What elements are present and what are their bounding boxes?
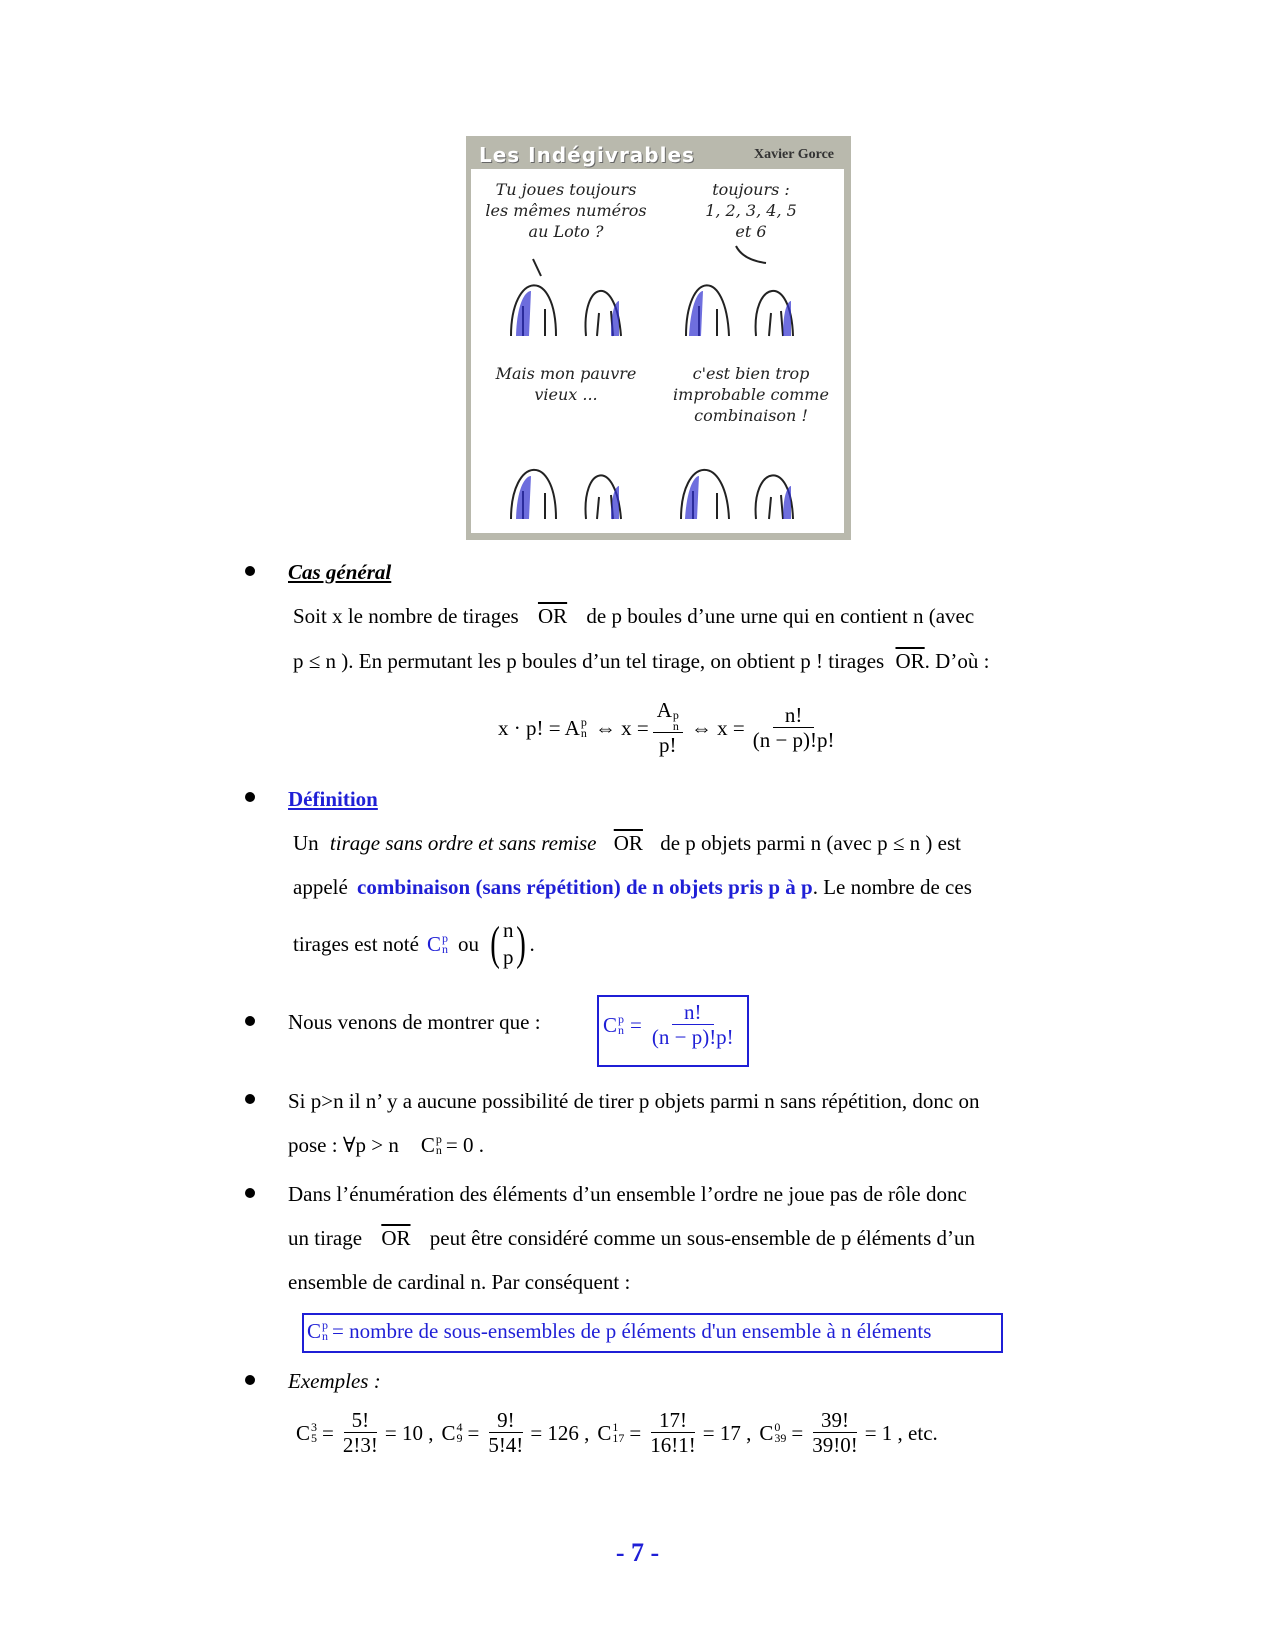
paragraph-line [288, 1225, 975, 1251]
sup: p [580, 714, 587, 729]
numerator: n! [773, 703, 815, 728]
sub: 39 [774, 1430, 787, 1445]
denominator: p! [659, 733, 677, 757]
text-span: . D’où : [924, 649, 990, 673]
c-symbol: C [296, 1420, 311, 1445]
result: = 17 , [702, 1420, 752, 1445]
c-symbol: C [420, 1133, 435, 1157]
numerator [653, 698, 683, 733]
example-item [597, 1408, 751, 1457]
comic-panel-area [471, 141, 844, 533]
bullet [245, 1375, 255, 1385]
sub: n [435, 1143, 442, 1157]
text-span: p ≤ n ). En permutant les p boules d’un tel tirage, on obtient p ! tirages [293, 649, 885, 673]
sub: n [322, 1329, 329, 1343]
c-symbol: C [603, 1012, 618, 1037]
c-indices [311, 1419, 318, 1445]
numerator: 17! [651, 1408, 695, 1433]
fraction [646, 1408, 700, 1457]
or-overline: $\overline{OR}$ [381, 1226, 411, 1250]
c-indices [774, 1419, 787, 1445]
paren-left: ( [490, 917, 500, 970]
c-indices [436, 1134, 442, 1156]
boxed-definition [307, 1318, 931, 1344]
paragraph-line: Nous venons de montrer que : [288, 1010, 541, 1034]
text-span: Un [293, 831, 319, 855]
numerator: n! [672, 1000, 714, 1025]
c-indices [612, 1419, 625, 1445]
result: = 1 , etc. [864, 1420, 938, 1445]
num-indices [673, 710, 679, 732]
numerator: 39! [813, 1408, 857, 1433]
formula-arrangement [498, 698, 839, 757]
equals: = [629, 1420, 642, 1445]
text-span: ou [457, 932, 479, 956]
result: = 10 , [384, 1420, 434, 1445]
c-symbol: C [441, 1420, 456, 1445]
text-span: de p boules d’une urne qui en contient n (avec [586, 604, 975, 628]
binomial-top: n [502, 918, 514, 942]
sup: 3 [311, 1419, 318, 1434]
paragraph-line [293, 917, 535, 971]
paragraph-line: Si p>n il n’ y a aucune possibilité de tirer p objets parmi n sans répétition, donc on [288, 1089, 980, 1113]
sup: 4 [456, 1419, 463, 1434]
sub: 17 [612, 1430, 625, 1445]
c-symbol: C [426, 932, 441, 956]
text-span: = 0 . [445, 1133, 484, 1157]
sub: 5 [311, 1430, 318, 1445]
c-indices [456, 1419, 463, 1445]
c-symbol: C [759, 1420, 774, 1445]
sub: n [672, 719, 679, 733]
text-span: . [529, 932, 535, 956]
or-overline: $\overline{OR}$ [613, 831, 643, 855]
text-span: de p objets parmi n (avec p ≤ n ) est [660, 831, 961, 855]
c-symbol: C [307, 1319, 322, 1343]
paragraph-line [293, 830, 961, 856]
bullet [245, 1188, 255, 1198]
paragraph-line [288, 1132, 484, 1158]
text-span: pose : ∀p > n [288, 1133, 399, 1157]
denominator: 2!3! [342, 1433, 378, 1457]
bullet [245, 792, 255, 802]
formula-text: ⇔ x = [594, 715, 649, 740]
sup: 0 [774, 1419, 781, 1434]
comic-title: Les Indégivrables [479, 143, 695, 167]
fraction [648, 1000, 738, 1049]
c-symbol: C [597, 1420, 612, 1445]
comic-speech-3: Mais mon pauvre vieux ... [495, 364, 637, 404]
numerator: 5! [344, 1408, 378, 1433]
bold-definition: combinaison (sans répétition) de n objets pris p à p [357, 875, 813, 899]
sub: n [441, 942, 448, 956]
sup: 1 [612, 1419, 619, 1434]
bullet [245, 1094, 255, 1104]
denominator: 5!4! [488, 1433, 524, 1457]
binomial-bottom: p [502, 945, 514, 969]
sub: 9 [456, 1430, 463, 1445]
formula-indices [580, 714, 587, 740]
paragraph-line [293, 648, 989, 674]
text-span: . Le nombre de ces [812, 875, 972, 899]
denominator: (n − p)!p! [651, 1025, 734, 1049]
fraction [339, 1408, 382, 1457]
fraction [808, 1408, 862, 1457]
sup: p [618, 1011, 625, 1026]
c-indices [618, 1011, 625, 1037]
heading-cas-general: Cas général [288, 560, 392, 584]
formula-text: ⇔ x = [690, 715, 745, 740]
paragraph-line [293, 874, 972, 900]
sup: p [441, 931, 448, 945]
example-item [759, 1408, 937, 1457]
denominator: 16!1! [650, 1433, 696, 1457]
comic-author: Xavier Gorce [754, 147, 834, 162]
text-span: peut être considéré comme un sous-ensemble de p éléments d’un [429, 1226, 975, 1250]
sub: n [618, 1022, 625, 1037]
bullet [245, 566, 255, 576]
sup: p [435, 1132, 442, 1146]
comic-speech-2: toujours : 1, 2, 3, 4, 5 et 6 [705, 180, 797, 241]
or-overline: $\overline{OR}$ [537, 604, 568, 628]
sub: n [580, 725, 587, 740]
paren-right: ) [516, 917, 527, 970]
denominator: (n − p)!p! [752, 728, 835, 752]
definition-text: = nombre de sous-ensembles de p éléments d'un ensemble à n éléments [332, 1319, 932, 1343]
text-span: tirages est noté [293, 932, 419, 956]
bullet [245, 1016, 255, 1026]
heading-exemples: Exemples : [288, 1369, 381, 1393]
heading-definition: Définition [288, 787, 378, 811]
equals: = [322, 1420, 334, 1445]
text-span: Soit x le nombre de tirages [293, 604, 519, 628]
binomial-values [503, 917, 514, 971]
or-overline: $\overline{OR}$ [895, 649, 925, 673]
fraction [484, 1408, 527, 1457]
numerator: 9! [489, 1408, 523, 1433]
comic-strip [466, 136, 851, 540]
text-span: un tirage [288, 1226, 363, 1250]
num-text: A [656, 698, 672, 722]
equals: = [791, 1420, 804, 1445]
fraction [749, 703, 839, 752]
fraction [653, 698, 683, 757]
formula-text: x · p! = A [498, 715, 580, 740]
c-indices [322, 1320, 328, 1342]
sup: p [672, 708, 679, 722]
comic-speech-4: c'est bien trop improbable comme combinaison ! [673, 364, 829, 425]
equals: = [630, 1012, 642, 1037]
boxed-formula [603, 1000, 738, 1049]
binomial [487, 917, 529, 971]
paragraph-line: Dans l’énumération des éléments d’un ensemble l’ordre ne joue pas de rôle donc [288, 1182, 967, 1206]
result: = 126 , [530, 1420, 590, 1445]
paragraph-line [293, 603, 974, 629]
paragraph-line: ensemble de cardinal n. Par conséquent : [288, 1270, 631, 1294]
text-span: appelé [293, 875, 348, 899]
equals: = [467, 1420, 480, 1445]
examples-row [296, 1408, 946, 1457]
example-item [296, 1408, 433, 1457]
italic-span: tirage sans ordre et sans remise [329, 831, 597, 855]
example-item [441, 1408, 589, 1457]
comic-drawings [471, 141, 844, 533]
sup: p [322, 1318, 329, 1332]
c-indices [442, 933, 448, 955]
comic-speech-1: Tu joues toujours les mêmes numéros au Loto ? [485, 180, 647, 241]
page-number: - 7 - [615, 1538, 660, 1567]
denominator: 39!0! [812, 1433, 858, 1457]
